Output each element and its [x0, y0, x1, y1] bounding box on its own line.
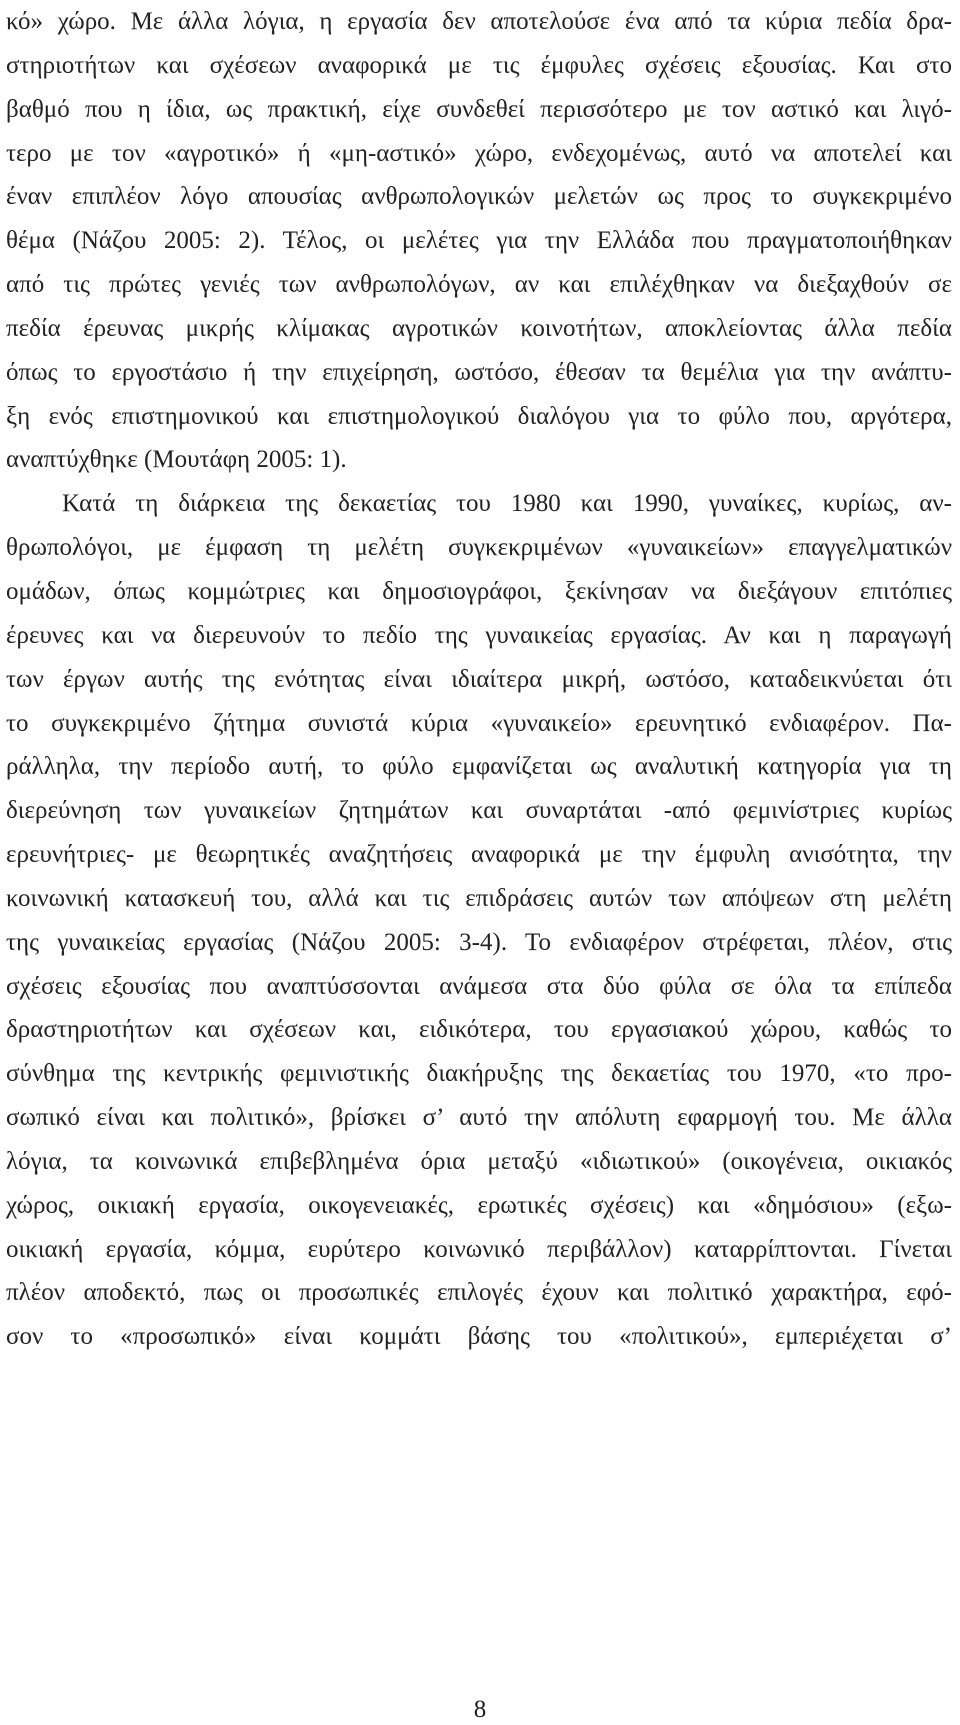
text-line: σωπικό είναι και πολιτικό», βρίσκει σ’ αυτό την απόλυτη εφαρμογή του. Με άλλα	[6, 1104, 952, 1132]
page-number: 8	[473, 1696, 487, 1723]
text-line: έναν επιπλέον λόγο απουσίας ανθρωπολογικών μελετών ως προς το συγκεκριμένο	[6, 183, 952, 211]
text-line: ερευνήτριες- με θεωρητικές αναζητήσεις αναφορικά με την έμφυλη ανισότητα, την	[6, 841, 952, 869]
text-line: από τις πρώτες γενιές των ανθρωπολόγων, αν και επιλέχθηκαν να διεξαχθούν σε	[6, 271, 952, 299]
text-line: θρωπολόγοι, με έμφαση τη μελέτη συγκεκριμένων «γυναικείων» επαγγελματικών	[6, 534, 952, 562]
text-line: κοινωνική κατασκευή του, αλλά και τις επιδράσεις αυτών των απόψεων στη μελέτη	[6, 884, 952, 912]
paragraph-last-line: αναπτύχθηκε (Μουτάφη 2005: 1).	[6, 446, 347, 474]
text-line: σον το «προσωπικό» είναι κομμάτι βάσης του «πολιτικού», εμπεριέχεται σ’	[6, 1323, 952, 1351]
paragraph-first-line: Κατά τη διάρκεια της δεκαετίας του 1980 και 1990, γυναίκες, κυρίως, αν-	[62, 490, 952, 518]
text-line: ράλληλα, την περίοδο αυτή, το φύλο εμφανίζεται ως αναλυτική κατηγορία για τη	[6, 753, 952, 781]
body-text	[6, 0, 952, 1359]
text-line: θέμα (Νάζου 2005: 2). Τέλος, οι μελέτες για την Ελλάδα που πραγματοποιήθηκαν	[6, 227, 952, 255]
text-line: τερο με τον «αγροτικό» ή «μη-αστικό» χώρο, ενδεχομένως, αυτό να αποτελεί και	[6, 139, 952, 167]
text-line: δραστηριοτήτων και σχέσεων και, ειδικότερα, του εργασιακού χώρου, καθώς το	[6, 1016, 952, 1044]
text-line: πλέον αποδεκτό, πως οι προσωπικές επιλογές έχουν και πολιτικό χαρακτήρα, εφό-	[6, 1279, 952, 1307]
text-line: οικιακή εργασία, κόμμα, ευρύτερο κοινωνικό περιβάλλον) καταρρίπτονται. Γίνεται	[6, 1235, 952, 1263]
text-line: ομάδων, όπως κομμώτριες και δημοσιογράφοι, ξεκίνησαν να διεξάγουν επιτόπιες	[6, 577, 952, 605]
text-line: διερεύνηση των γυναικείων ζητημάτων και συναρτάται -από φεμινίστριες κυρίως	[6, 797, 952, 825]
text-line: έρευνες και να διερευνούν το πεδίο της γυναικείας εργασίας. Αν και η παραγωγή	[6, 621, 952, 649]
text-line: των έργων αυτής της ενότητας είναι ιδιαίτερα μικρή, ωστόσο, καταδεικνύεται ότι	[6, 665, 952, 693]
text-line: κό» χώρο. Με άλλα λόγια, η εργασία δεν αποτελούσε ένα από τα κύρια πεδία δρα-	[6, 8, 952, 35]
text-line: ξη ενός επιστημονικού και επιστημολογικού διαλόγου για το φύλο που, αργότερα,	[6, 402, 952, 430]
text-line: σχέσεις εξουσίας που αναπτύσσονται ανάμεσα στα δύο φύλα σε όλα τα επίπεδα	[6, 972, 952, 1000]
text-line: λόγια, τα κοινωνικά επιβεβλημένα όρια μεταξύ «ιδιωτικού» (οικογένεια, οικιακός	[6, 1147, 952, 1175]
text-line: βαθμό που η ίδια, ως πρακτική, είχε συνδεθεί περισσότερο με τον αστικό και λιγό-	[6, 95, 952, 123]
text-line: χώρος, οικιακή εργασία, οικογενειακές, ερωτικές σχέσεις) και «δημόσιου» (εξω-	[6, 1191, 952, 1219]
text-line: όπως το εργοστάσιο ή την επιχείρηση, ωστόσο, έθεσαν τα θεμέλια για την ανάπτυ-	[6, 358, 952, 386]
text-line: της γυναικείας εργασίας (Νάζου 2005: 3-4). Το ενδιαφέρον στρέφεται, πλέον, στις	[6, 928, 952, 956]
text-line: σύνθημα της κεντρικής φεμινιστικής διακήρυξης της δεκαετίας του 1970, «το προ-	[6, 1060, 952, 1088]
text-line: το συγκεκριμένο ζήτημα συνιστά κύρια «γυναικείο» ερευνητικό ενδιαφέρον. Πα-	[6, 709, 952, 737]
text-line: πεδία έρευνας μικρής κλίμακας αγροτικών κοινοτήτων, αποκλείοντας άλλα πεδία	[6, 314, 952, 342]
text-line: στηριοτήτων και σχέσεων αναφορικά με τις έμφυλες σχέσεις εξουσίας. Και στο	[6, 51, 952, 79]
